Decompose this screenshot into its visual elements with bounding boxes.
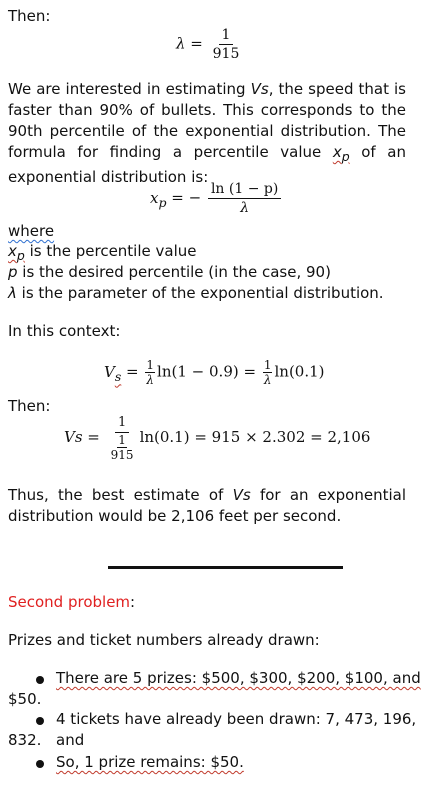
then-label: Then:: [8, 7, 51, 25]
vs-equation: [104, 358, 325, 387]
second-problem-text: Second problem: [8, 593, 131, 611]
percentile-formula: [150, 180, 283, 217]
formula-numerator: ln (1 − p): [208, 180, 281, 199]
formula-eq: = −: [171, 188, 202, 207]
where-label: [8, 221, 54, 242]
para1-xp-sym: x: [332, 143, 342, 161]
para1-text-b: , the speed that is faster than 90% of bullets. This corresponds to the 90th percentile of the exponential distribution. The formula for finding a percentile value: [8, 80, 407, 161]
lambda-denominator: 915: [212, 46, 240, 62]
def-lambda-text: is the parameter of the exponential distribution.: [16, 284, 384, 302]
vs-eq-equals: =: [126, 362, 139, 381]
vs-eq-lhs: [104, 362, 122, 384]
vs-calc-rest: ln(0.1) = 915 × 2.302 = 2,106: [139, 428, 371, 446]
def-p-sym: p: [8, 263, 18, 281]
formula-lhs-sym: x: [150, 188, 159, 207]
vs-eq-lhs-sym: V: [104, 362, 115, 381]
second-problem-colon: :: [130, 593, 136, 611]
vs-eq-fraction-2: [263, 358, 273, 387]
vs-eq-f1-num: 1: [146, 358, 155, 372]
conclusion-text-b: for an exponential distribution would be 2,106 feet per second.: [8, 486, 406, 525]
vs-calc-inner-fraction: [107, 433, 138, 462]
para1-text-a: We are interested in estimating: [8, 80, 251, 98]
section-divider: [108, 566, 343, 569]
bullet-3-text: So, 1 prize remains: $50.: [56, 753, 244, 771]
vs-calc-lhs: Vs =: [64, 428, 100, 446]
para1-xp-sub: p: [341, 149, 350, 164]
def-lambda-sym: λ: [8, 284, 17, 302]
lambda-numerator: 1: [219, 26, 234, 45]
where-text: where: [8, 222, 55, 240]
bullet-3-line-1: [56, 752, 244, 773]
lambda-lhs: λ =: [176, 34, 203, 53]
conclusion-vs: Vs: [232, 486, 251, 504]
vs-eq-mid: ln(1 − 0.9) =: [157, 362, 257, 381]
vs-eq-f1-den: λ: [146, 373, 155, 387]
bullet-2-line-1: 4 tickets have already been drawn: 7, 473, 196, and: [56, 710, 417, 749]
def-p-text: is the desired percentile (in the case, 90): [17, 263, 331, 281]
bullet-dot-2: [36, 717, 44, 725]
bullet-2-line-2: 832.: [8, 731, 42, 749]
prizes-heading: Prizes and ticket numbers already drawn:: [8, 631, 320, 649]
def-xp-symbol: [8, 242, 25, 263]
conclusion-paragraph: [8, 485, 406, 527]
def-xp-sub: p: [16, 248, 25, 263]
intro-paragraph: [8, 79, 406, 188]
bullet-1-line-2: $50.: [8, 690, 42, 708]
vs-calc-inner-frac: [110, 433, 135, 462]
vs-calc-fraction: [107, 414, 138, 462]
then-label-2: Then:: [8, 397, 51, 415]
bullet-1-line-1: [56, 668, 421, 689]
lambda-equation: [176, 26, 244, 63]
vs-eq-f2-num: 1: [263, 358, 272, 372]
vs-calc-inner-den: 915: [110, 448, 134, 462]
bullet-dot-3: [36, 760, 44, 768]
vs-eq-lhs-sub: s: [114, 368, 122, 384]
formula-lhs: [150, 188, 167, 210]
conclusion-text-a: Thus, the best estimate of: [8, 486, 233, 504]
bullet-dot-1: [36, 676, 44, 684]
vs-calc-inner-num: 1: [118, 433, 126, 447]
para1-xp: [332, 143, 350, 164]
para1-vs: Vs: [250, 80, 269, 98]
lambda-fraction: [210, 26, 243, 63]
formula-fraction: [208, 180, 281, 217]
vs-calculation: [64, 414, 370, 462]
vs-eq-end: ln(0.1): [274, 362, 325, 381]
para1-text-c: of an exponential distribution is:: [8, 143, 406, 186]
context-label: In this context:: [8, 322, 121, 340]
def-p: [8, 262, 331, 283]
def-xp-text: is the percentile value: [24, 242, 197, 260]
bullet-1-text: There are 5 prizes: $500, $300, $200, $100, and: [56, 669, 421, 687]
def-lambda: [8, 283, 384, 304]
vs-eq-f2-den: λ: [263, 373, 272, 387]
second-problem-heading: [8, 592, 135, 613]
def-xp-sym: x: [8, 242, 17, 260]
vs-eq-fraction-1: [145, 358, 155, 387]
formula-lhs-sub: p: [158, 194, 167, 210]
vs-calc-outer-num: 1: [115, 414, 129, 433]
formula-denominator: λ: [240, 200, 250, 216]
